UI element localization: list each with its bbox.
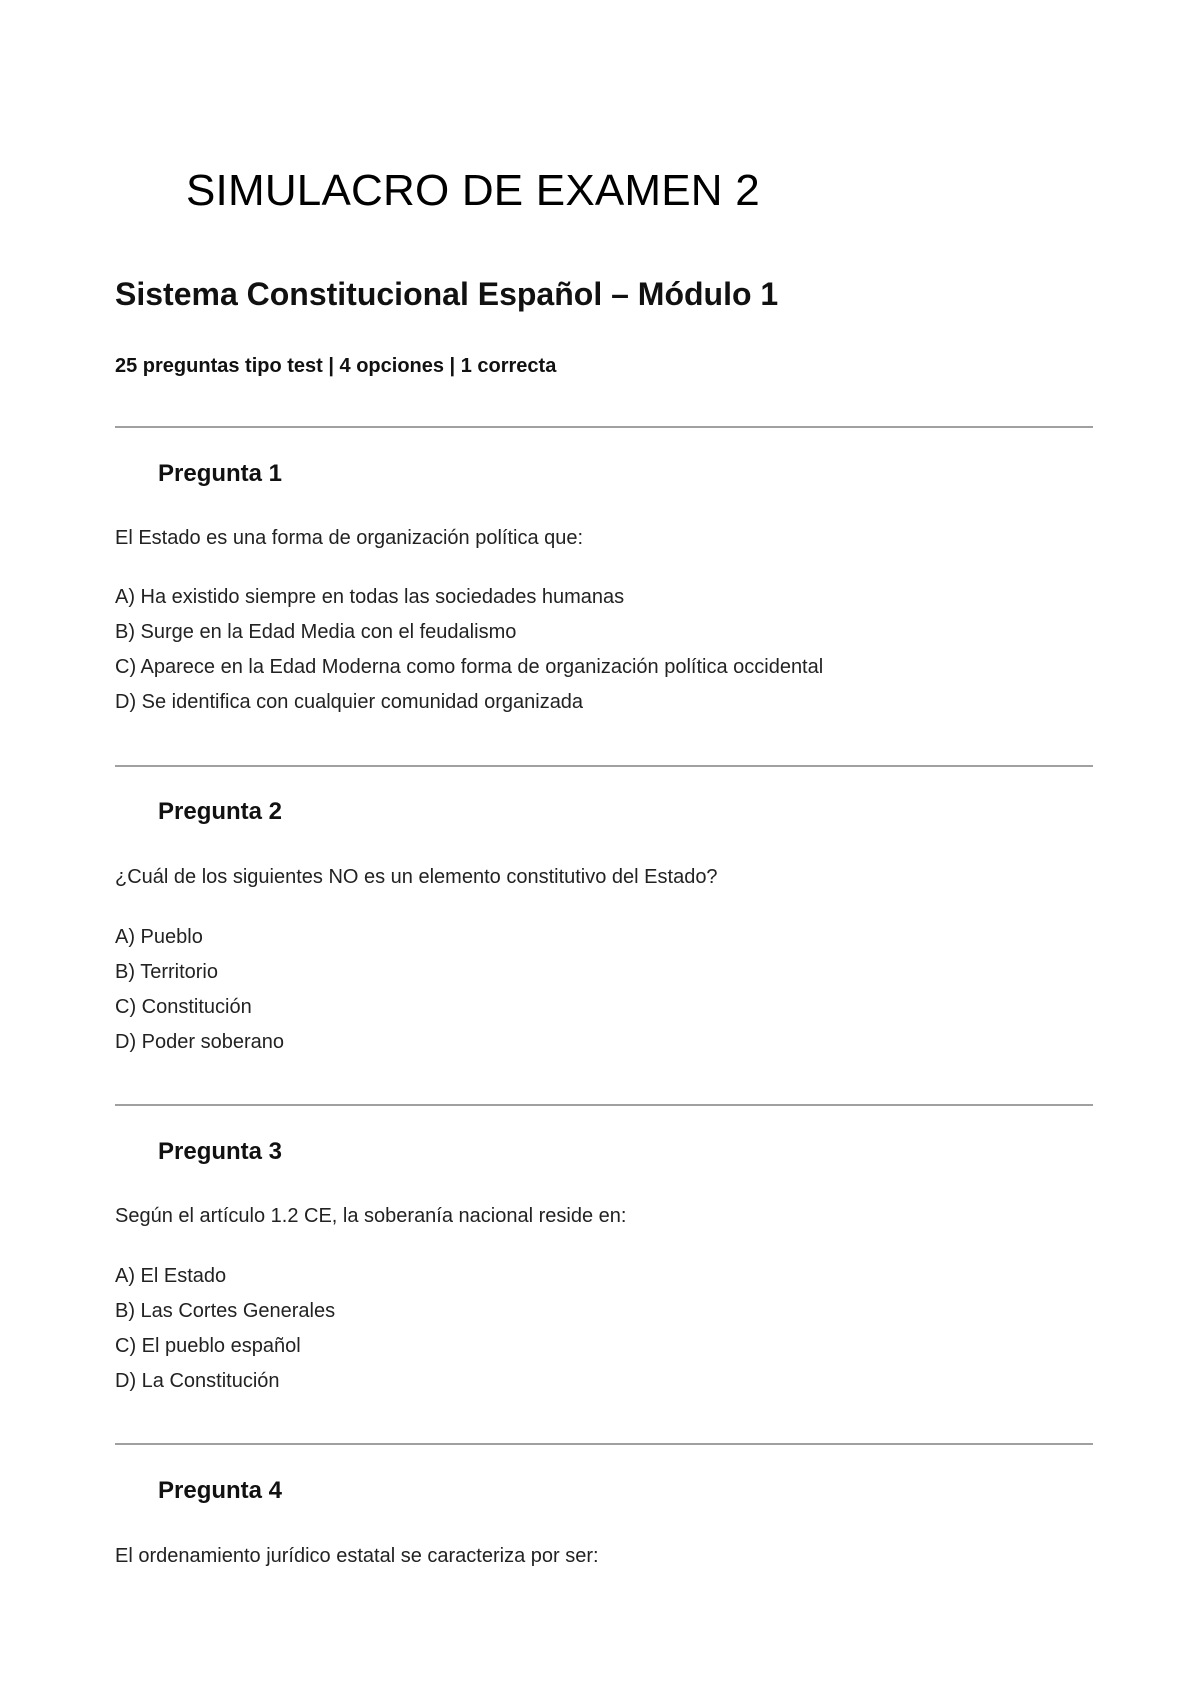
question-title: Pregunta 1	[158, 460, 283, 487]
document-title: SIMULACRO DE EXAMEN 2	[186, 166, 760, 215]
section-divider	[115, 1443, 1093, 1445]
answer-option-b: B) Las Cortes Generales	[115, 1300, 336, 1322]
answer-option-b: B) Surge en la Edad Media con el feudalismo	[115, 621, 517, 643]
question-text: El ordenamiento jurídico estatal se caracteriza por ser:	[115, 1545, 599, 1567]
answer-option-d: D) Se identifica con cualquier comunidad organizada	[115, 691, 584, 713]
answer-options	[115, 580, 823, 720]
answer-option-a: A) Pueblo	[115, 926, 203, 948]
section-divider	[115, 1104, 1093, 1106]
document-subtitle: Sistema Constitucional Español – Módulo 1	[115, 276, 779, 312]
question-text: ¿Cuál de los siguientes NO es un elemento constitutivo del Estado?	[115, 866, 718, 888]
answer-options	[115, 1259, 335, 1399]
question-title: Pregunta 2	[158, 798, 283, 825]
question-title: Pregunta 3	[158, 1138, 283, 1165]
answer-option-d: D) La Constitución	[115, 1370, 280, 1392]
question-text: Según el artículo 1.2 CE, la soberanía nacional reside en:	[115, 1205, 627, 1227]
answer-option-c: C) El pueblo español	[115, 1335, 301, 1357]
answer-option-a: A) El Estado	[115, 1265, 227, 1287]
answer-option-c: C) Constitución	[115, 996, 252, 1018]
exam-format-summary: 25 preguntas tipo test | 4 opciones | 1 correcta	[115, 355, 557, 377]
answer-option-a: A) Ha existido siempre en todas las sociedades humanas	[115, 586, 625, 608]
section-divider	[115, 765, 1093, 767]
section-divider	[115, 426, 1093, 428]
question-title: Pregunta 4	[158, 1477, 283, 1504]
answer-options	[115, 920, 284, 1060]
answer-option-c: C) Aparece en la Edad Moderna como forma de organización política occidental	[115, 656, 824, 678]
answer-option-b: B) Territorio	[115, 961, 218, 983]
answer-option-d: D) Poder soberano	[115, 1031, 284, 1053]
question-text: El Estado es una forma de organización política que:	[115, 527, 584, 549]
